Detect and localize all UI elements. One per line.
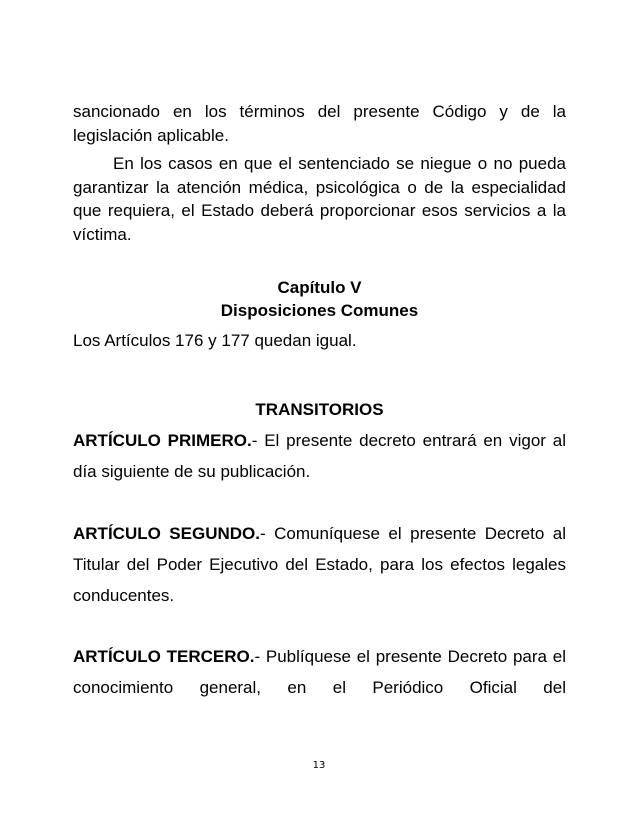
paragraph-medical-care: En los casos en que el sentenciado se niegue o no pueda garantizar la atención médica, psicológica o de la especialidad que requiera, el Estado deberá proporcionar esos servicios a la víctima. xyxy=(73,154,566,244)
chapter-subtitle: Disposiciones Comunes xyxy=(220,301,419,320)
articulo-primero-label: ARTÍCULO PRIMERO. xyxy=(73,431,252,450)
articulo-tercero-text: - Publíquese el presente Decreto para el conocimiento general, en el Periódico Oficial del xyxy=(73,647,566,697)
articulo-primero-text: - El presente decreto entrará en vigor al día siguiente de su publicación. xyxy=(73,431,566,481)
articulo-segundo xyxy=(73,518,566,611)
articulo-segundo-label: ARTÍCULO SEGUNDO. xyxy=(73,524,260,543)
articulo-segundo-text: - Comuníquese el presente Decreto al Titular del Poder Ejecutivo del Estado, para los efectos legales conducentes. xyxy=(73,524,566,605)
chapter-heading xyxy=(73,276,566,322)
page-number: 13 xyxy=(312,760,326,771)
chapter-title: Capítulo V xyxy=(277,278,362,297)
transitorios-heading: TRANSITORIOS xyxy=(255,400,384,419)
articulo-tercero xyxy=(73,641,566,703)
paragraph-continuation: sancionado en los términos del presente Código y de la legislación aplicable. xyxy=(73,102,566,145)
articulo-tercero-label: ARTÍCULO TERCERO. xyxy=(73,647,255,666)
articles-note: Los Artículos 176 y 177 quedan igual. xyxy=(73,331,357,350)
articulo-primero xyxy=(73,425,566,487)
